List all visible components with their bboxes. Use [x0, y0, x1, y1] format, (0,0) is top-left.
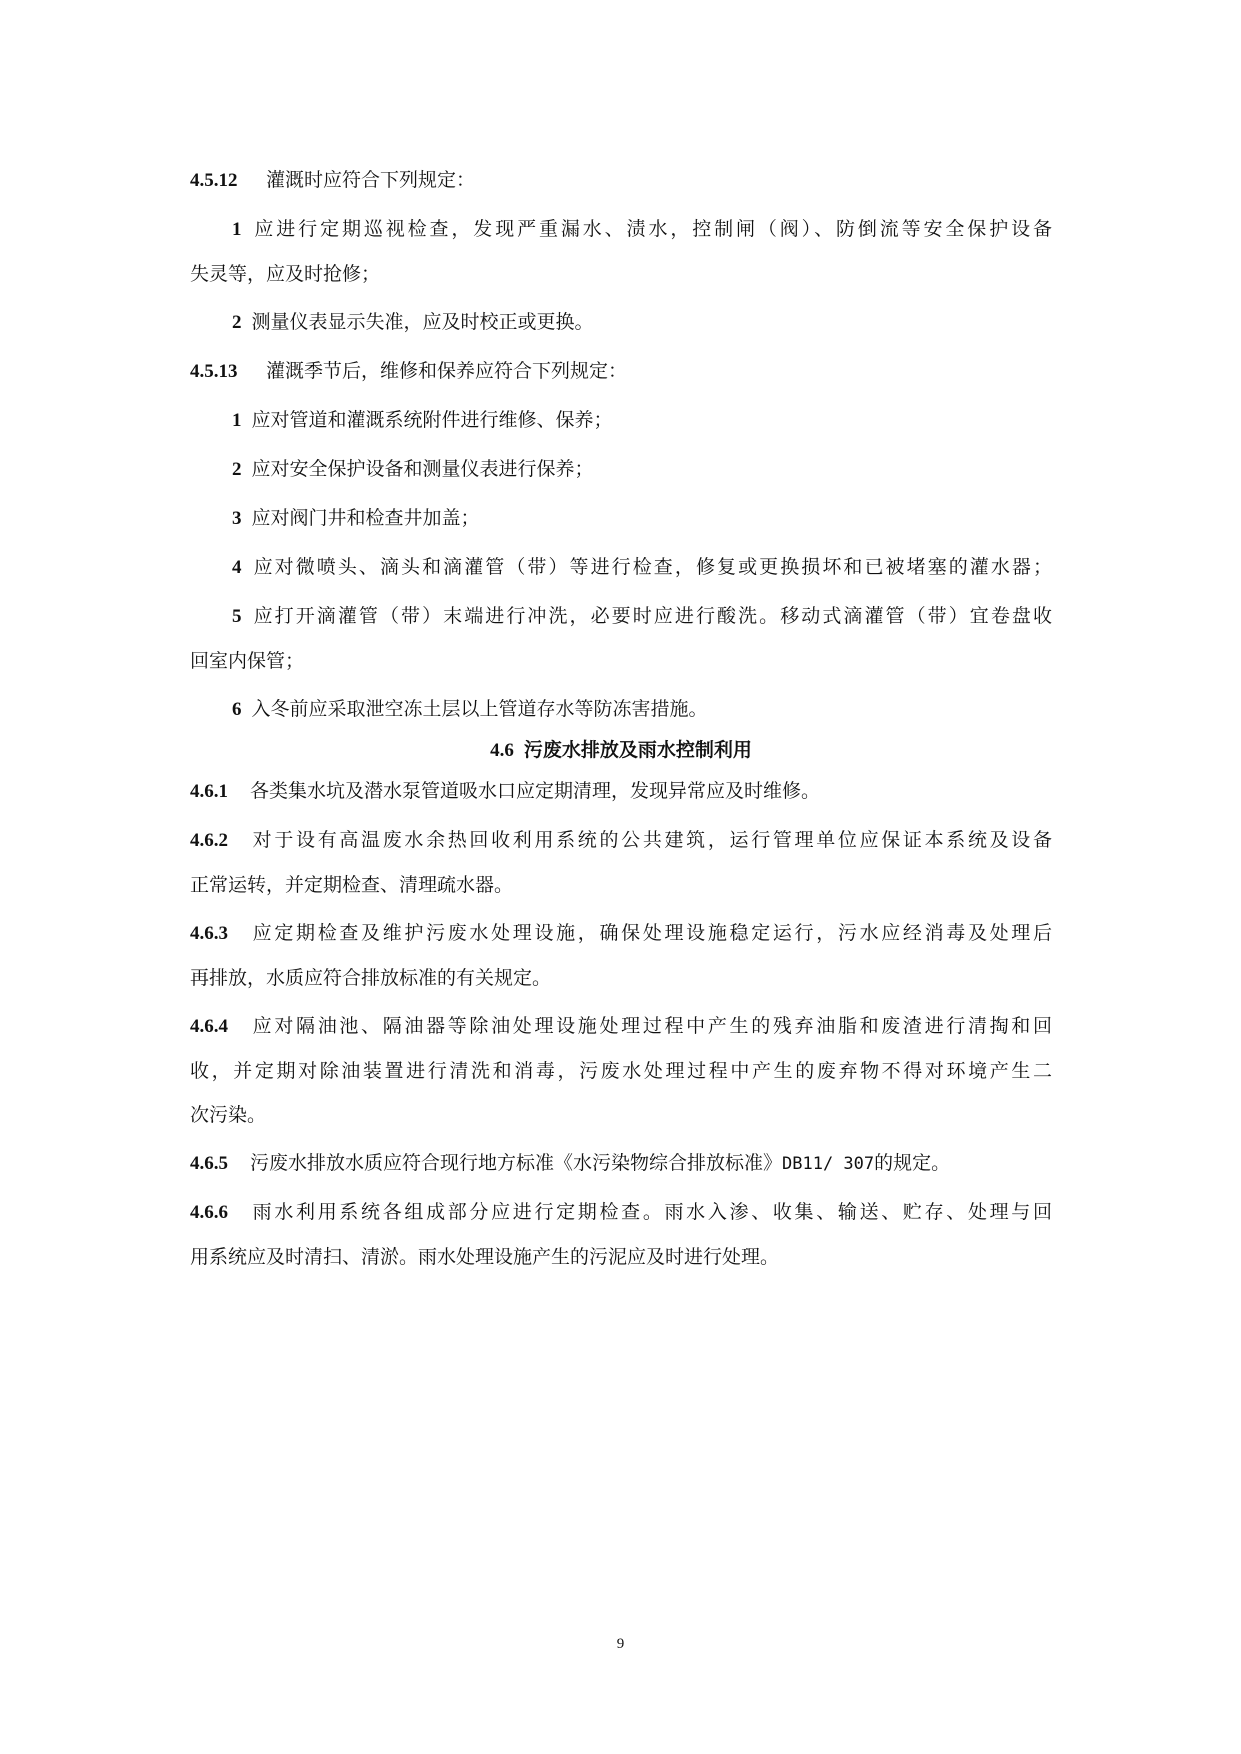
- clause-4-5-13-item-5-cont: [190, 639, 1052, 683]
- item-text: 入冬前应采取泄空冻土层以上管道存水等防冻害措施。: [251, 698, 708, 720]
- clause-4-6-6-cont: [190, 1235, 1052, 1279]
- item-number: 3: [232, 508, 242, 529]
- item-text: 应对阀门井和检查井加盖；: [251, 507, 480, 529]
- item-text-continued: 失灵等，应及时抢修；: [190, 263, 381, 285]
- item-text: 测量仪表显示失准，应及时校正或更换。: [251, 311, 594, 333]
- clause-text-continued: 用系统应及时清扫、清淤。雨水处理设施产生的污泥应及时进行处理。: [190, 1246, 780, 1268]
- clause-4-5-13-item-3: [190, 496, 1052, 541]
- clause-number: 4.5.13: [190, 361, 238, 382]
- clause-text: 灌溉季节后，维修和保养应符合下列规定：: [266, 360, 628, 382]
- standard-code: DB11/ 307: [782, 1154, 875, 1174]
- clause-4-6-1: [190, 769, 1052, 814]
- page-content: [190, 158, 1052, 1279]
- clause-number: 4.6.4: [190, 1016, 228, 1037]
- item-number: 4: [232, 557, 242, 578]
- clause-text: 污废水排放水质应符合现行地方标准《水污染物综合排放标准》: [250, 1152, 783, 1174]
- clause-text-end: 的规定。: [874, 1152, 951, 1174]
- item-number: 2: [232, 312, 242, 333]
- clause-number: 4.5.12: [190, 170, 238, 191]
- section-number: 4.6: [490, 740, 514, 761]
- clause-number: 4.6.1: [190, 781, 228, 802]
- section-title: [190, 732, 1052, 769]
- clause-4-5-13-item-4: [190, 545, 1052, 590]
- clause-text: 对于设有高温废水余热回收利用系统的公共建筑，运行管理单位应保证本系统及设备: [250, 829, 1052, 851]
- item-number: 1: [232, 219, 242, 240]
- item-text-continued: 回室内保管；: [190, 650, 305, 672]
- clause-4-5-12-item-1-cont: [190, 252, 1052, 296]
- clause-text: 各类集水坑及潜水泵管道吸水口应定期清理，发现异常应及时维修。: [250, 780, 821, 802]
- clause-4-5-13-item-2: [190, 447, 1052, 492]
- clause-text: 灌溉时应符合下列规定：: [266, 169, 476, 191]
- clause-4-6-5: [190, 1141, 1052, 1186]
- clause-text-continued: 再排放，水质应符合排放标准的有关规定。: [190, 967, 552, 989]
- clause-number: 4.6.6: [190, 1202, 228, 1223]
- clause-4-5-13-item-6: [190, 687, 1052, 732]
- clause-4-6-2-cont: [190, 863, 1052, 907]
- item-text: 应对微喷头、滴头和滴灌管（带）等进行检查，修复或更换损坏和已被堵塞的灌水器；: [251, 556, 1052, 578]
- clause-4-6-4-cont-1: [190, 1049, 1052, 1093]
- clause-4-5-12-item-2: [190, 300, 1052, 345]
- section-title-text: 污废水排放及雨水控制利用: [523, 739, 752, 761]
- clause-text-continued: 正常运转，并定期检查、清理疏水器。: [190, 874, 514, 896]
- clause-4-6-3: [190, 911, 1052, 956]
- clause-text: 应对隔油池、隔油器等除油处理设施处理过程中产生的残弃油脂和废渣进行清掏和回: [250, 1015, 1052, 1037]
- clause-4-5-13-heading: [190, 349, 1052, 394]
- item-number: 1: [232, 410, 242, 431]
- page-number: 9: [616, 1636, 625, 1652]
- clause-4-6-4: [190, 1004, 1052, 1049]
- clause-text-continued: 收，并定期对除油装置进行清洗和消毒，污废水处理过程中产生的废弃物不得对环境产生二: [190, 1060, 1052, 1082]
- clause-number: 4.6.5: [190, 1153, 228, 1174]
- clause-4-5-13-item-5: [190, 594, 1052, 639]
- clause-4-5-12-item-1: [190, 207, 1052, 252]
- clause-number: 4.6.2: [190, 830, 228, 851]
- clause-4-6-2: [190, 818, 1052, 863]
- item-text: 应对安全保护设备和测量仪表进行保养；: [251, 458, 594, 480]
- clause-number: 4.6.3: [190, 923, 228, 944]
- item-text: 应进行定期巡视检查，发现严重漏水、渍水，控制闸（阀）、防倒流等安全保护设备: [251, 218, 1052, 240]
- clause-4-6-6: [190, 1190, 1052, 1235]
- item-text: 应对管道和灌溉系统附件进行维修、保养；: [251, 409, 613, 431]
- clause-4-6-3-cont: [190, 956, 1052, 1000]
- item-number: 6: [232, 699, 242, 720]
- item-number: 5: [232, 606, 242, 627]
- clause-4-5-13-item-1: [190, 398, 1052, 443]
- clause-4-5-12-heading: [190, 158, 1052, 203]
- clause-text-continued: 次污染。: [190, 1104, 267, 1126]
- clause-text: 应定期检查及维护污废水处理设施，确保处理设施稳定运行，污水应经消毒及处理后: [250, 922, 1052, 944]
- clause-text: 雨水利用系统各组成部分应进行定期检查。雨水入渗、收集、输送、贮存、处理与回: [250, 1201, 1052, 1223]
- item-number: 2: [232, 459, 242, 480]
- item-text: 应打开滴灌管（带）末端进行冲洗，必要时应进行酸洗。移动式滴灌管（带）宜卷盘收: [251, 605, 1052, 627]
- clause-4-6-4-cont-2: [190, 1093, 1052, 1137]
